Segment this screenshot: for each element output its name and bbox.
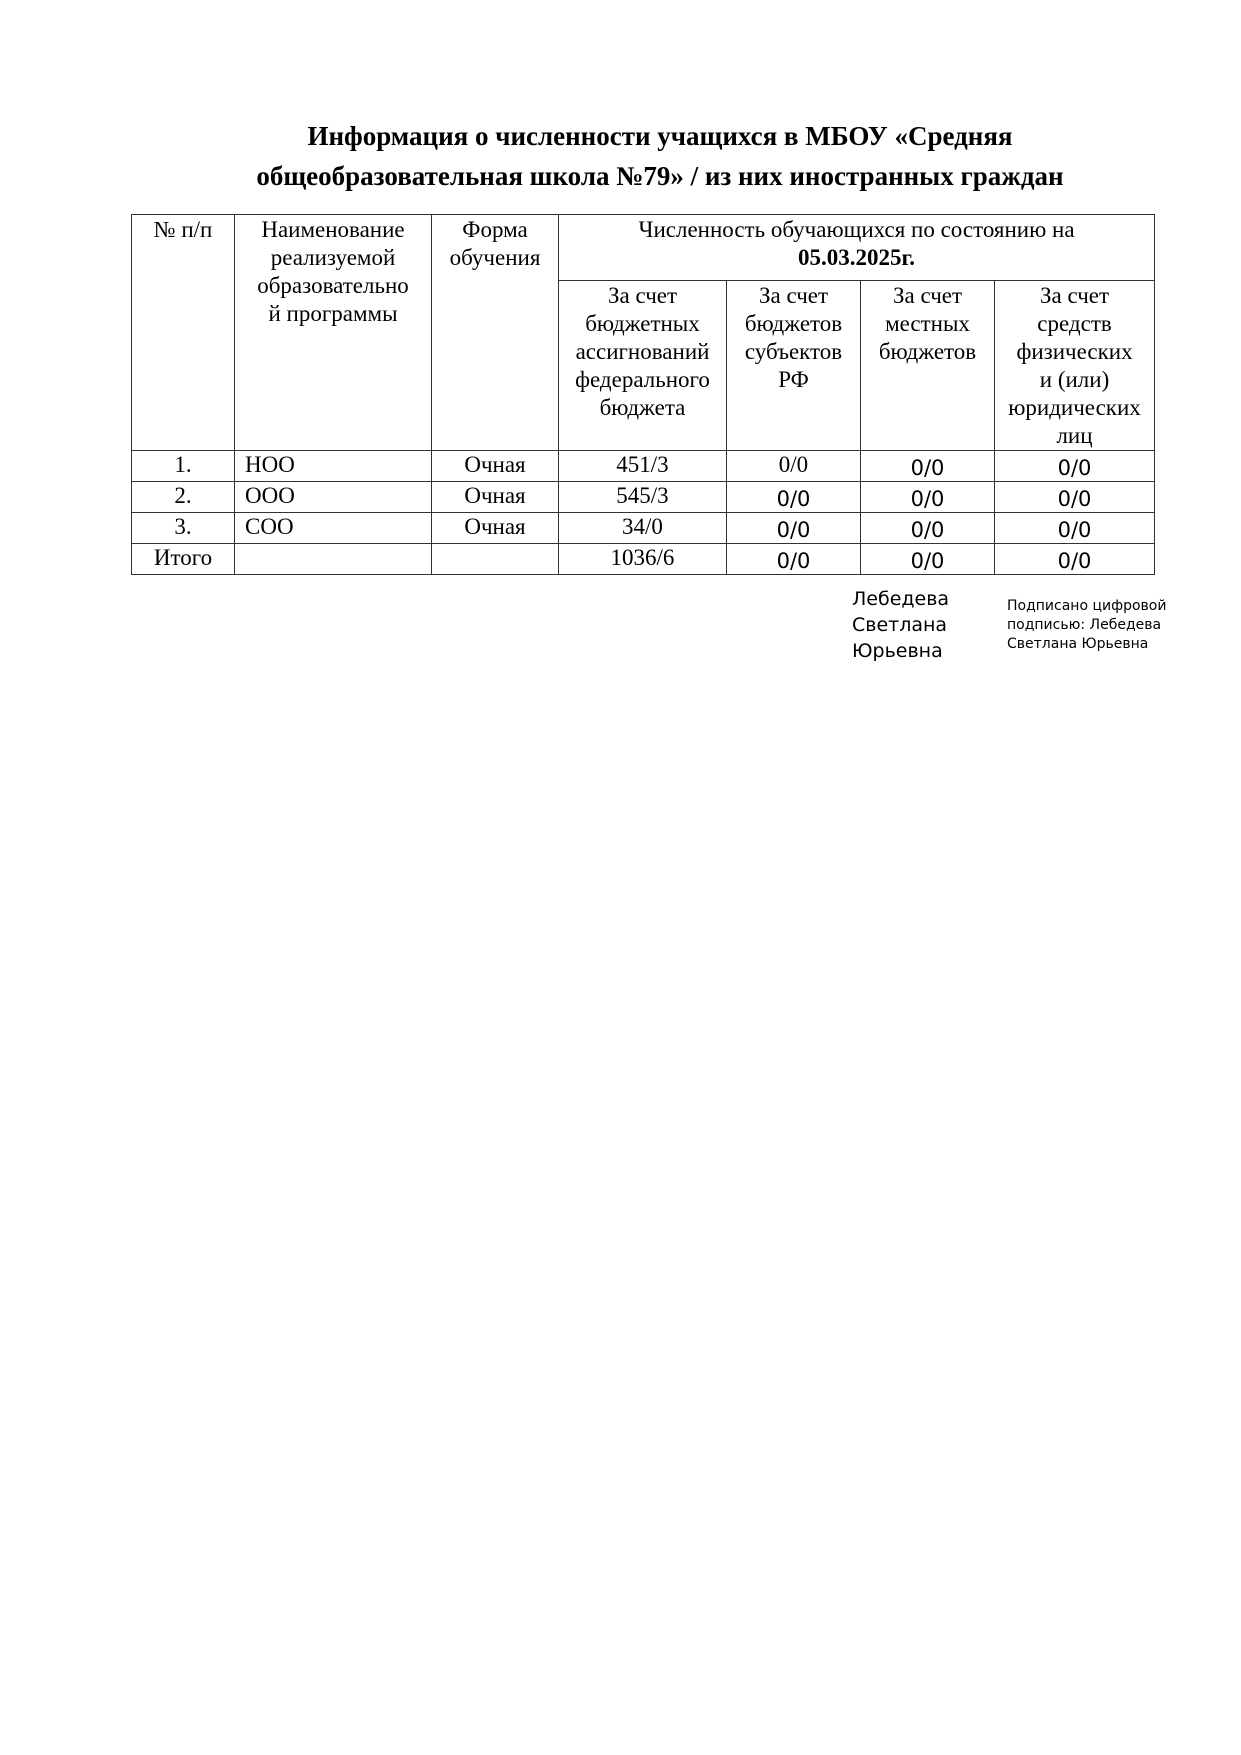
- cell-form: [432, 544, 559, 575]
- cell-private: [995, 544, 1155, 575]
- header-count: [559, 215, 1155, 281]
- cell-local-value: 0/0: [910, 518, 945, 542]
- cell-regional-value: 0/0: [776, 518, 811, 542]
- header-program-line: Наименование: [261, 217, 405, 242]
- signer-name-line: Юрьевна: [852, 640, 943, 662]
- header-program: [235, 215, 432, 451]
- header-regional: [727, 281, 861, 451]
- header-num: [132, 215, 235, 451]
- header-count-date: 05.03.2025г.: [797, 245, 916, 270]
- header-federal-line: федерального: [575, 367, 710, 392]
- cell-num: 3.: [132, 513, 235, 544]
- cell-form: Очная: [432, 451, 559, 482]
- cell-local: [861, 544, 995, 575]
- table-row: [132, 451, 1155, 482]
- header-local-line: местных: [885, 311, 970, 336]
- header-federal-line: бюджетных: [585, 311, 700, 336]
- digital-signature-note: [1007, 597, 1166, 654]
- signer-name-line: Светлана: [852, 614, 948, 636]
- cell-private: [995, 513, 1155, 544]
- header-private-line: физических: [1016, 339, 1133, 364]
- header-regional-line: субъектов: [744, 339, 843, 364]
- title-line-2: общеобразовательная школа №79» / из них иностранных граждан: [256, 161, 1064, 191]
- cell-private-value: 0/0: [1057, 549, 1092, 573]
- cell-federal: 34/0: [559, 513, 727, 544]
- header-form: [432, 215, 559, 451]
- table-row: [132, 482, 1155, 513]
- header-federal-line: За счет: [607, 283, 678, 308]
- cell-num: 1.: [132, 451, 235, 482]
- header-program-line: й программы: [268, 301, 398, 326]
- cell-program: ООО: [235, 482, 432, 513]
- cell-local: [861, 482, 995, 513]
- header-local-line: бюджетов: [878, 339, 977, 364]
- header-local-line: За счет: [892, 283, 963, 308]
- cell-num: 2.: [132, 482, 235, 513]
- cell-regional: [727, 513, 861, 544]
- header-private-line: юридических: [1008, 395, 1141, 420]
- cell-federal: 1036/6: [559, 544, 727, 575]
- cell-program: СОО: [235, 513, 432, 544]
- header-federal-line: бюджета: [599, 395, 686, 420]
- cell-form: Очная: [432, 482, 559, 513]
- header-regional-line: За счет: [758, 283, 829, 308]
- header-form-line: обучения: [449, 245, 541, 270]
- header-program-line: образовательно: [257, 273, 409, 298]
- header-private-line: и (или): [1039, 367, 1110, 392]
- header-program-line: реализуемой: [270, 245, 396, 270]
- cell-local-value: 0/0: [910, 456, 945, 480]
- header-private: [995, 281, 1155, 451]
- cell-private: [995, 451, 1155, 482]
- signature-note-line: подписью: Лебедева: [1007, 617, 1162, 633]
- cell-private-value: 0/0: [1057, 456, 1092, 480]
- cell-total-label: Итого: [132, 544, 235, 575]
- header-count-caption: Численность обучающихся по состоянию на: [638, 217, 1075, 242]
- header-private-line: За счет: [1039, 283, 1110, 308]
- cell-regional: [727, 482, 861, 513]
- header-local: [861, 281, 995, 451]
- document-title: [180, 116, 1140, 196]
- header-private-line: средств: [1037, 311, 1112, 336]
- header-form-line: Форма: [462, 217, 528, 242]
- cell-local: [861, 513, 995, 544]
- enrollment-table: [131, 214, 1155, 575]
- header-regional-line: РФ: [778, 367, 809, 392]
- cell-federal: 451/3: [559, 451, 727, 482]
- cell-regional-value: 0/0: [776, 549, 811, 573]
- signer-name-line: Лебедева: [852, 588, 950, 610]
- cell-private-value: 0/0: [1057, 518, 1092, 542]
- title-line-1: Информация о численности учащихся в МБОУ «Средняя: [307, 121, 1013, 151]
- cell-federal: 545/3: [559, 482, 727, 513]
- signature-note-line: Подписано цифровой: [1007, 598, 1167, 614]
- header-private-line: лиц: [1056, 423, 1093, 448]
- cell-program: [235, 544, 432, 575]
- cell-private: [995, 482, 1155, 513]
- cell-form: Очная: [432, 513, 559, 544]
- table-row: [132, 513, 1155, 544]
- cell-regional: 0/0: [727, 451, 861, 482]
- cell-program: НОО: [235, 451, 432, 482]
- header-federal: [559, 281, 727, 451]
- signer-name: [852, 586, 949, 664]
- cell-private-value: 0/0: [1057, 487, 1092, 511]
- cell-local-value: 0/0: [910, 487, 945, 511]
- header-regional-line: бюджетов: [744, 311, 843, 336]
- table-total-row: [132, 544, 1155, 575]
- cell-regional: [727, 544, 861, 575]
- signature-note-line: Светлана Юрьевна: [1007, 636, 1149, 652]
- cell-local: [861, 451, 995, 482]
- header-num-label: № п/п: [153, 217, 213, 242]
- header-federal-line: ассигнований: [575, 339, 710, 364]
- cell-local-value: 0/0: [910, 549, 945, 573]
- cell-regional-value: 0/0: [776, 487, 811, 511]
